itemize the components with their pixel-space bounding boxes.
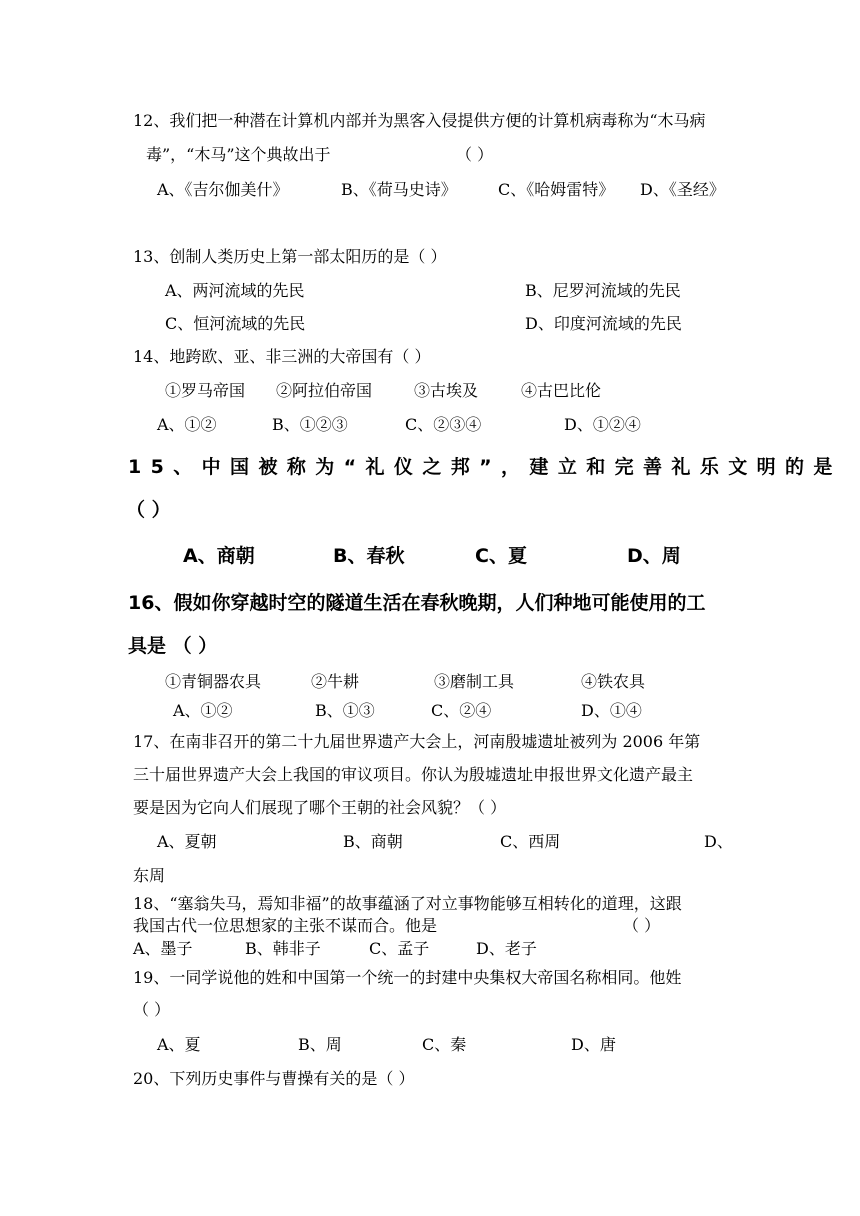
q14-option-d: D、①②④ xyxy=(564,415,641,434)
q15-answer-paren: （ ） xyxy=(126,499,171,521)
q12-option-d: D、《圣经》 xyxy=(640,180,725,199)
q14-item-2: ②阿拉伯帝国 xyxy=(276,381,373,400)
q17-option-d: D、 xyxy=(704,832,733,851)
q15-option-d: D、周 xyxy=(627,545,681,567)
q16-stem-line2: 具是 （ ） xyxy=(128,635,218,657)
q17-stem-line1: 17、在南非召开的第二十九届世界遗产大会上，河南殷墟遗址被列为 2006 年第 xyxy=(133,732,701,751)
q17-option-c: C、西周 xyxy=(500,832,561,851)
q12-stem-line1: 12、我们把一种潜在计算机内部并为黑客入侵提供方便的计算机病毒称为“木马病 xyxy=(133,111,706,130)
q13-option-c: C、恒河流域的先民 xyxy=(165,314,306,333)
q15-option-a: A、商朝 xyxy=(183,545,255,567)
q19-option-a: A、夏 xyxy=(157,1035,201,1054)
q16-option-a: A、①② xyxy=(173,701,233,720)
q18-option-b: B、韩非子 xyxy=(245,939,321,958)
q16-item-4: ④铁农具 xyxy=(581,672,646,691)
q16-item-2: ②牛耕 xyxy=(311,672,360,691)
q14-stem: 14、地跨欧、亚、非三洲的大帝国有（ ） xyxy=(133,347,431,366)
q15-stem-line1: 15、中国被称为“礼仪之邦”，建立和完善礼乐文明的是 xyxy=(128,456,842,478)
q12-answer-paren: （ ） xyxy=(456,145,494,164)
q18-stem-line1: 18、“塞翁失马，焉知非福”的故事蕴涵了对立事物能够互相转化的道理，这跟 xyxy=(133,894,682,913)
q17-option-b: B、商朝 xyxy=(343,832,403,851)
q20-stem: 20、下列历史事件与曹操有关的是（ ） xyxy=(133,1069,415,1088)
q19-answer-paren: （ ） xyxy=(133,1000,171,1019)
q12-option-c: C、《哈姆雷特》 xyxy=(498,180,615,199)
q19-option-c: C、秦 xyxy=(422,1035,467,1054)
q19-option-d: D、唐 xyxy=(571,1035,616,1054)
q18-stem-line2: 我国古代一位思想家的主张不谋而合。他是 xyxy=(133,916,438,935)
q17-stem-line3: 要是因为它向人们展现了哪个王朝的社会风貌？（ ） xyxy=(133,798,507,817)
q14-option-c: C、②③④ xyxy=(405,415,482,434)
q19-option-b: B、周 xyxy=(298,1035,342,1054)
q16-option-b: B、①③ xyxy=(315,701,375,720)
q17-option-d-continued: 东周 xyxy=(133,866,166,885)
q16-option-c: C、②④ xyxy=(431,701,492,720)
q14-option-b: B、①②③ xyxy=(272,415,348,434)
q14-option-a: A、①② xyxy=(157,415,217,434)
q14-item-4: ④古巴比伦 xyxy=(521,381,602,400)
q19-stem-line1: 19、一同学说他的姓和中国第一个统一的封建中央集权大帝国名称相同。他姓 xyxy=(133,968,682,987)
q13-option-a: A、两河流域的先民 xyxy=(165,281,305,300)
q17-option-a: A、夏朝 xyxy=(157,832,217,851)
q18-option-d: D、老子 xyxy=(476,939,537,958)
q17-stem-line2: 三十届世界遗产大会上我国的审议项目。你认为殷墟遗址申报世界文化遗产最主 xyxy=(133,765,694,784)
q16-stem-line1: 16、假如你穿越时空的隧道生活在春秋晚期，人们种地可能使用的工 xyxy=(128,592,706,614)
q14-item-3: ③古埃及 xyxy=(414,381,479,400)
q12-stem-line2: 毒”，“木马”这个典故出于 xyxy=(146,145,331,164)
q12-option-a: A、《吉尔伽美什》 xyxy=(157,180,289,199)
q18-answer-paren: （ ） xyxy=(623,916,661,935)
q12-option-b: B、《荷马史诗》 xyxy=(341,180,457,199)
q13-option-d: D、印度河流域的先民 xyxy=(525,314,682,333)
q14-item-1: ①罗马帝国 xyxy=(165,381,246,400)
q15-option-b: B、春秋 xyxy=(333,545,405,567)
q13-option-b: B、尼罗河流域的先民 xyxy=(525,281,681,300)
q16-item-1: ①青铜器农具 xyxy=(165,672,262,691)
q18-option-a: A、墨子 xyxy=(133,939,193,958)
q16-option-d: D、①④ xyxy=(581,701,642,720)
q16-item-3: ③磨制工具 xyxy=(434,672,515,691)
q18-option-c: C、孟子 xyxy=(369,939,430,958)
q15-option-c: C、夏 xyxy=(475,545,527,567)
q13-stem: 13、创制人类历史上第一部太阳历的是（ ） xyxy=(133,247,447,266)
